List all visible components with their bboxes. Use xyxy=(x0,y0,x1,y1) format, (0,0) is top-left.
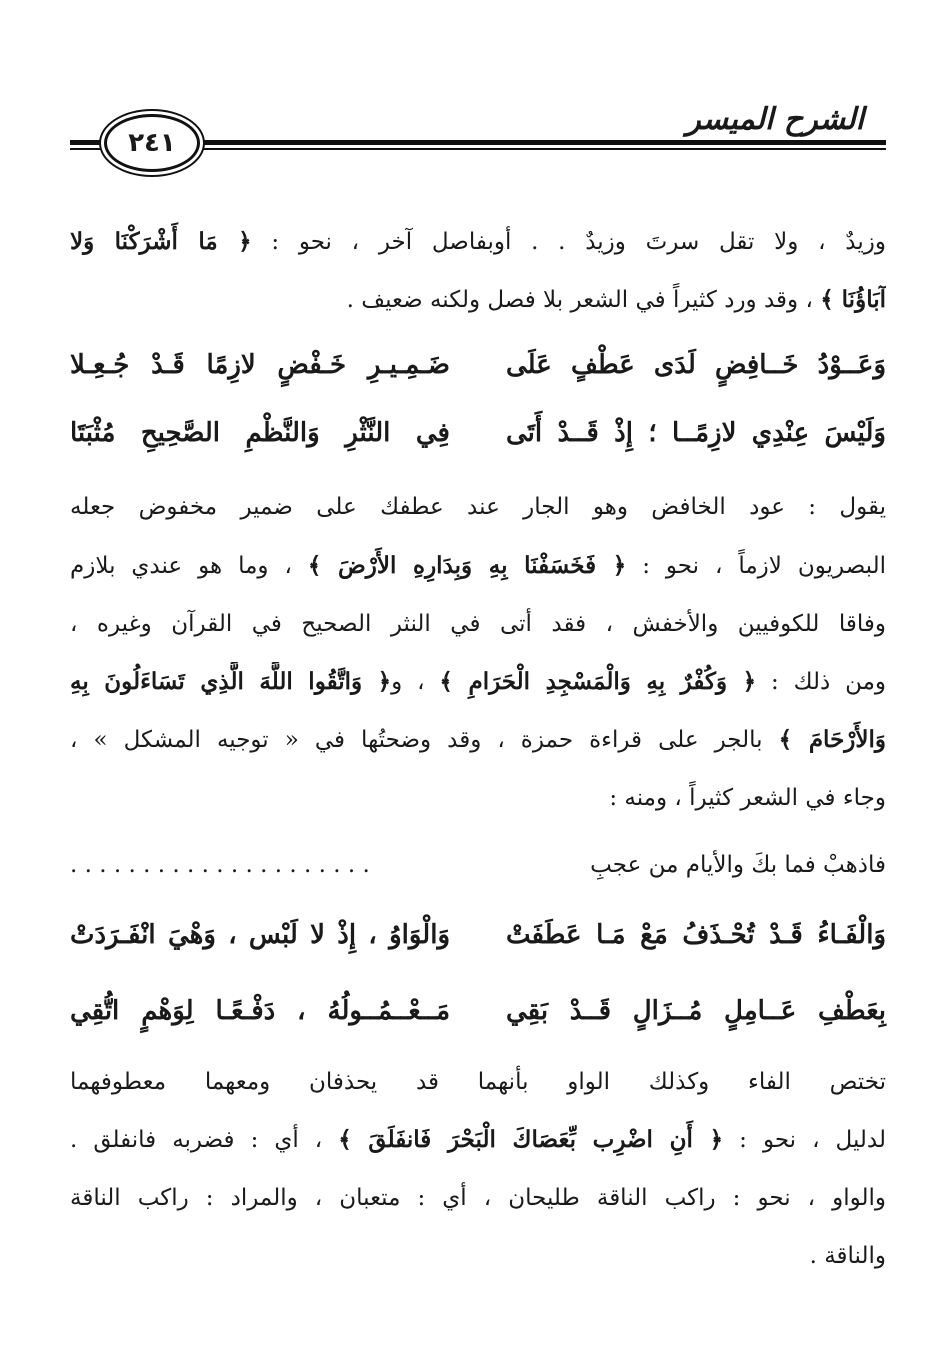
text-span: وزيدٌ ، ولا تقل سرتَ وزيدٌ . . أوبفاصل آخر ، نحو : xyxy=(251,229,886,255)
text-span: ومن ذلك : xyxy=(756,669,886,695)
text-span: لدليل ، نحو : xyxy=(723,1127,886,1153)
quran-quote: ﴿ أَنِ اضْرِب بِّعَصَاكَ الْبَحْرَ فَانفَلَقَ ﴾ xyxy=(338,1126,724,1153)
text-span: ، و xyxy=(391,669,440,695)
page-number: ٢٤١ xyxy=(128,128,176,158)
quran-quote: ﴿ مَا أَشْرَكْنَا وَلا xyxy=(70,228,252,255)
text-span: والواو ، نحو : راكب الناقة طليحان ، أي : متعبان ، والمراد : راكب الناقة xyxy=(70,1185,886,1211)
quran-quote: ﴿ وَاتَّقُوا اللَّهَ الَّذِي تَسَاءَلُونَ بِهِ xyxy=(70,668,392,695)
verse-second-hemistich: ضَـمِـيـرِ خَـفْضٍ لازِمًا قَـدْ جُـعِـلا xyxy=(70,350,450,380)
verse-second-hemistich: وَالْوَاوُ ، إِذْ لا لَبْس ، وَهْيَ انْفَـرَدَتْ xyxy=(70,920,450,950)
header-rule-thick xyxy=(175,140,886,145)
paragraph3-line2 xyxy=(70,1120,886,1160)
paragraph3-line3 xyxy=(70,1178,886,1218)
book-title: الشرح الميسر xyxy=(686,102,864,137)
quran-quote: ﴿ فَخَسَفْنَا بِهِ وَبِدَارِهِ الأَرْضَ ﴾ xyxy=(307,552,627,579)
text-span: وجاء في الشعر كثيراً ، ومنه : xyxy=(609,785,886,811)
poem1-verse1 xyxy=(70,342,886,388)
verse-first-hemistich: بِعَطْفِ عَــامِلٍ مُــزَالٍ قَــدْ بَقِي xyxy=(506,996,886,1026)
poem2-verse1 xyxy=(70,912,886,958)
text-span: البصريون لازماً ، نحو : xyxy=(626,553,886,579)
paragraph2-line6 xyxy=(70,778,886,818)
shahid-verse xyxy=(70,842,886,888)
paragraph2-line1 xyxy=(70,487,886,527)
paragraph3-line4 xyxy=(70,1236,886,1276)
text-span: والناقة . xyxy=(809,1243,886,1269)
verse-second-hemistich: مَــعْــمُــولُهُ ، دَفْـعًـا لِوَهْمٍ اتُّقِي xyxy=(70,996,450,1026)
poem2-verse2 xyxy=(70,988,886,1034)
poem1-verse2 xyxy=(70,410,886,456)
page-number-badge xyxy=(104,114,200,172)
quran-quote: وَالأَرْحَامَ ﴾ xyxy=(778,726,886,753)
page-header xyxy=(70,96,886,176)
paragraph2-line2 xyxy=(70,546,886,586)
text-span: ، وما هو عندي بلازم xyxy=(70,553,308,579)
paragraph3-line1 xyxy=(70,1062,886,1102)
verse-first-hemistich: وَالْفَـاءُ قَـدْ تُحْـذَفُ مَعْ مَـا عَطَفَتْ xyxy=(506,920,886,950)
verse-second-hemistich: فِي النَّثْرِ وَالنَّظْمِ الصَّحِيحِ مُثْبَتَا xyxy=(70,418,450,448)
text-span: تختص الفاء وكذلك الواو بأنهما قد يحذفان ومعهما معطوفهما xyxy=(70,1069,886,1095)
paragraph2-line3 xyxy=(70,604,886,644)
text-span: بالجر على قراءة حمزة ، وقد وضحتُها في « توجيه المشكل » ، xyxy=(70,727,779,753)
text-span: وفاقا للكوفيين والأخفش ، فقد أتى في النثر الصحيح في القرآن وغيره ، xyxy=(70,611,886,637)
verse-first-hemistich: وَلَيْسَ عِنْدِي لازِمًــا ؛ إِذْ قَــدْ أَتَى xyxy=(506,418,886,448)
text-span: ، أي : فضربه فانفلق . xyxy=(70,1127,339,1153)
text-span: ، وقد ورد كثيراً في الشعر بلا فصل ولكنه ضعيف . xyxy=(346,287,821,313)
verse-second-hemistich-dots: . . . . . . . . . . . . . . . . . . . . . xyxy=(70,852,370,878)
verse-first-hemistich: وَعَــوْدُ خَــافِضٍ لَدَى عَطْفٍ عَلَى xyxy=(506,350,886,380)
header-rule-thin xyxy=(175,148,886,150)
quran-quote: آبَاؤُنَا ﴾ xyxy=(820,286,886,313)
paragraph2-line5 xyxy=(70,720,886,760)
paragraph1-line2 xyxy=(70,280,886,320)
paragraph2-line4 xyxy=(70,662,886,702)
paragraph1-line1 xyxy=(70,222,886,262)
quran-quote: ﴿ وَكُفْرٌ بِهِ وَالْمَسْجِدِ الْحَرَامِ ﴾ xyxy=(439,668,757,695)
verse-first-hemistich: فاذهبْ فما بكَ والأيام من عجبِ xyxy=(590,852,886,878)
text-span: يقول : عود الخافض وهو الجار عند عطفك على ضمير مخفوض جعله xyxy=(70,494,886,520)
